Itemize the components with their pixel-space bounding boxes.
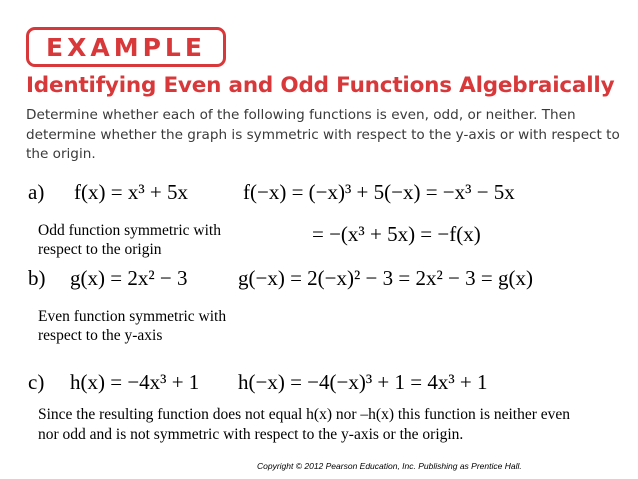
part-b-conclusion: Even function symmetric with respect to the y-axis <box>38 308 227 344</box>
part-a-function: f(x) = x³ + 5x <box>74 180 188 204</box>
part-a-evaluation: f(−x) = (−x)³ + 5(−x) = −x³ − 5x <box>243 180 515 204</box>
part-b-label: b) <box>28 266 46 290</box>
part-b-function: g(x) = 2x² − 3 <box>70 266 188 290</box>
example-badge <box>26 27 226 67</box>
part-c-function: h(x) = −4x³ + 1 <box>70 370 200 394</box>
part-c-evaluation: h(−x) = −4(−x)³ + 1 = 4x³ + 1 <box>238 370 488 394</box>
part-a-continuation: = −(x³ + 5x) = −f(x) <box>312 222 481 246</box>
part-c-label: c) <box>28 370 45 394</box>
part-c-conclusion: Since the resulting function does not equal h(x) nor –h(x) this function is neither even nor odd and is not symmetric with respect to the y-axis or the origin. <box>38 406 571 443</box>
part-a-label: a) <box>28 180 45 204</box>
example-badge-label: EXAMPLE <box>46 32 206 62</box>
page-title: Identifying Even and Odd Functions Algebraically <box>26 73 615 98</box>
intro-text: Determine whether each of the following functions is even, odd, or neither. Then determine whether the graph is symmetric with respect to the y-axis or with respect to the origin. <box>26 107 620 162</box>
part-a-conclusion: Odd function symmetric with respect to the origin <box>38 222 221 258</box>
copyright-notice: Copyright © 2012 Pearson Education, Inc. Publishing as Prentice Hall. <box>257 461 522 471</box>
part-b-evaluation: g(−x) = 2(−x)² − 3 = 2x² − 3 = g(x) <box>238 266 533 290</box>
